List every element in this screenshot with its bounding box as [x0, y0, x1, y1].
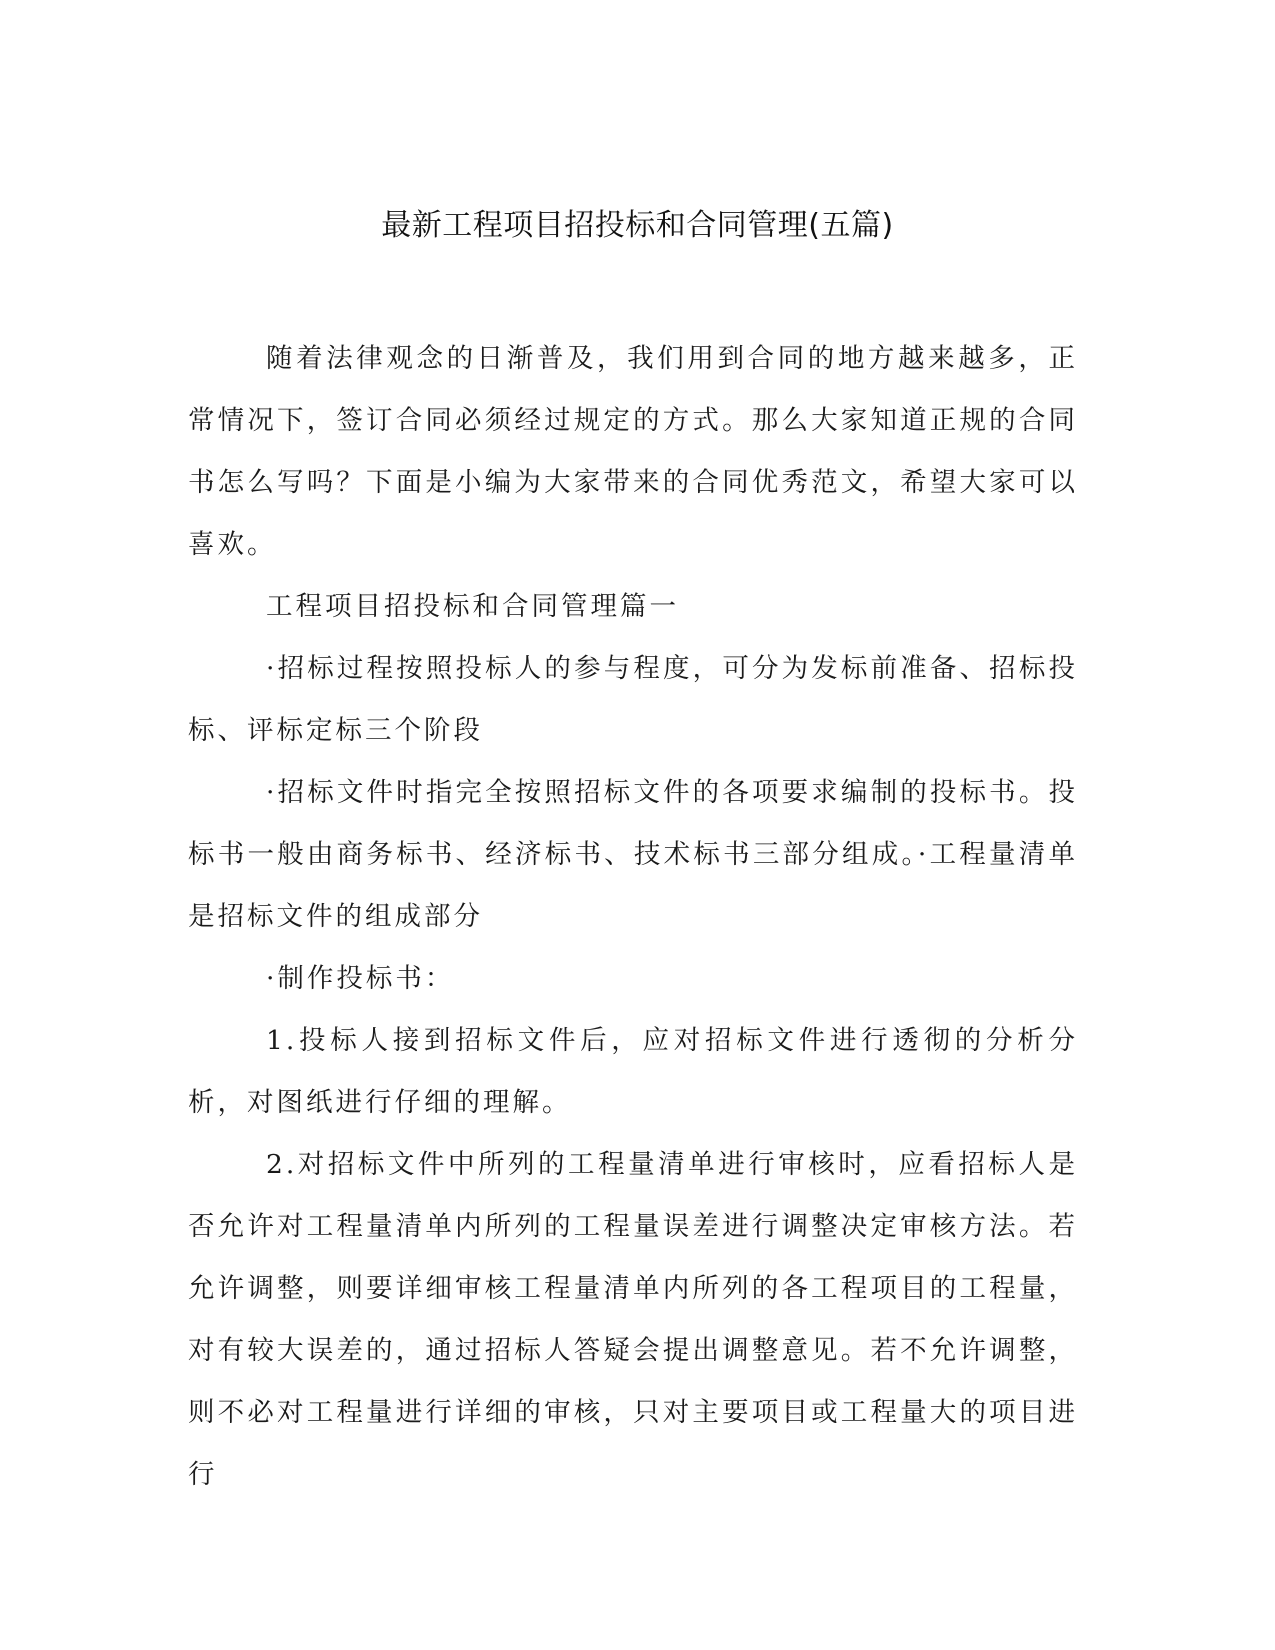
- bullet-paragraph: ·制作投标书：: [266, 963, 455, 994]
- numbered-paragraph: 1.投标人接到招标文件后，应对招标文件进行透彻的分析分析，对图纸进行仔细的理解。: [188, 1025, 1078, 1118]
- intro-paragraph: 随着法律观念的日渐普及，我们用到合同的地方越来越多，正常情况下，签订合同必须经过规定的方式。那么大家知道正规的合同书怎么写吗？下面是小编为大家带来的合同优秀范文，希望大家可以喜欢。: [188, 343, 1078, 560]
- numbered-paragraph: 2.对招标文件中所列的工程量清单进行审核时，应看招标人是否允许对工程量清单内所列的工程量误差进行调整决定审核方法。若允许调整，则要详细审核工程量清单内所列的各工程项目的工程量，对有较大误差的，通过招标人答疑会提出调整意见。若不允许调整，则不必对工程量进行详细的审核，只对主要项目或工程量大的项目进行: [188, 1149, 1078, 1490]
- document-body: [188, 328, 1078, 1506]
- bullet-paragraph: ·招标文件时指完全按照招标文件的各项要求编制的投标书。投标书一般由商务标书、经济标书、技术标书三部分组成。·工程量清单是招标文件的组成部分: [188, 777, 1078, 932]
- section-heading: 工程项目招投标和合同管理篇一: [266, 591, 679, 622]
- bullet-paragraph: ·招标过程按照投标人的参与程度，可分为发标前准备、招标投标、评标定标三个阶段: [188, 653, 1078, 746]
- document-title: 最新工程项目招投标和合同管理(五篇): [381, 208, 894, 243]
